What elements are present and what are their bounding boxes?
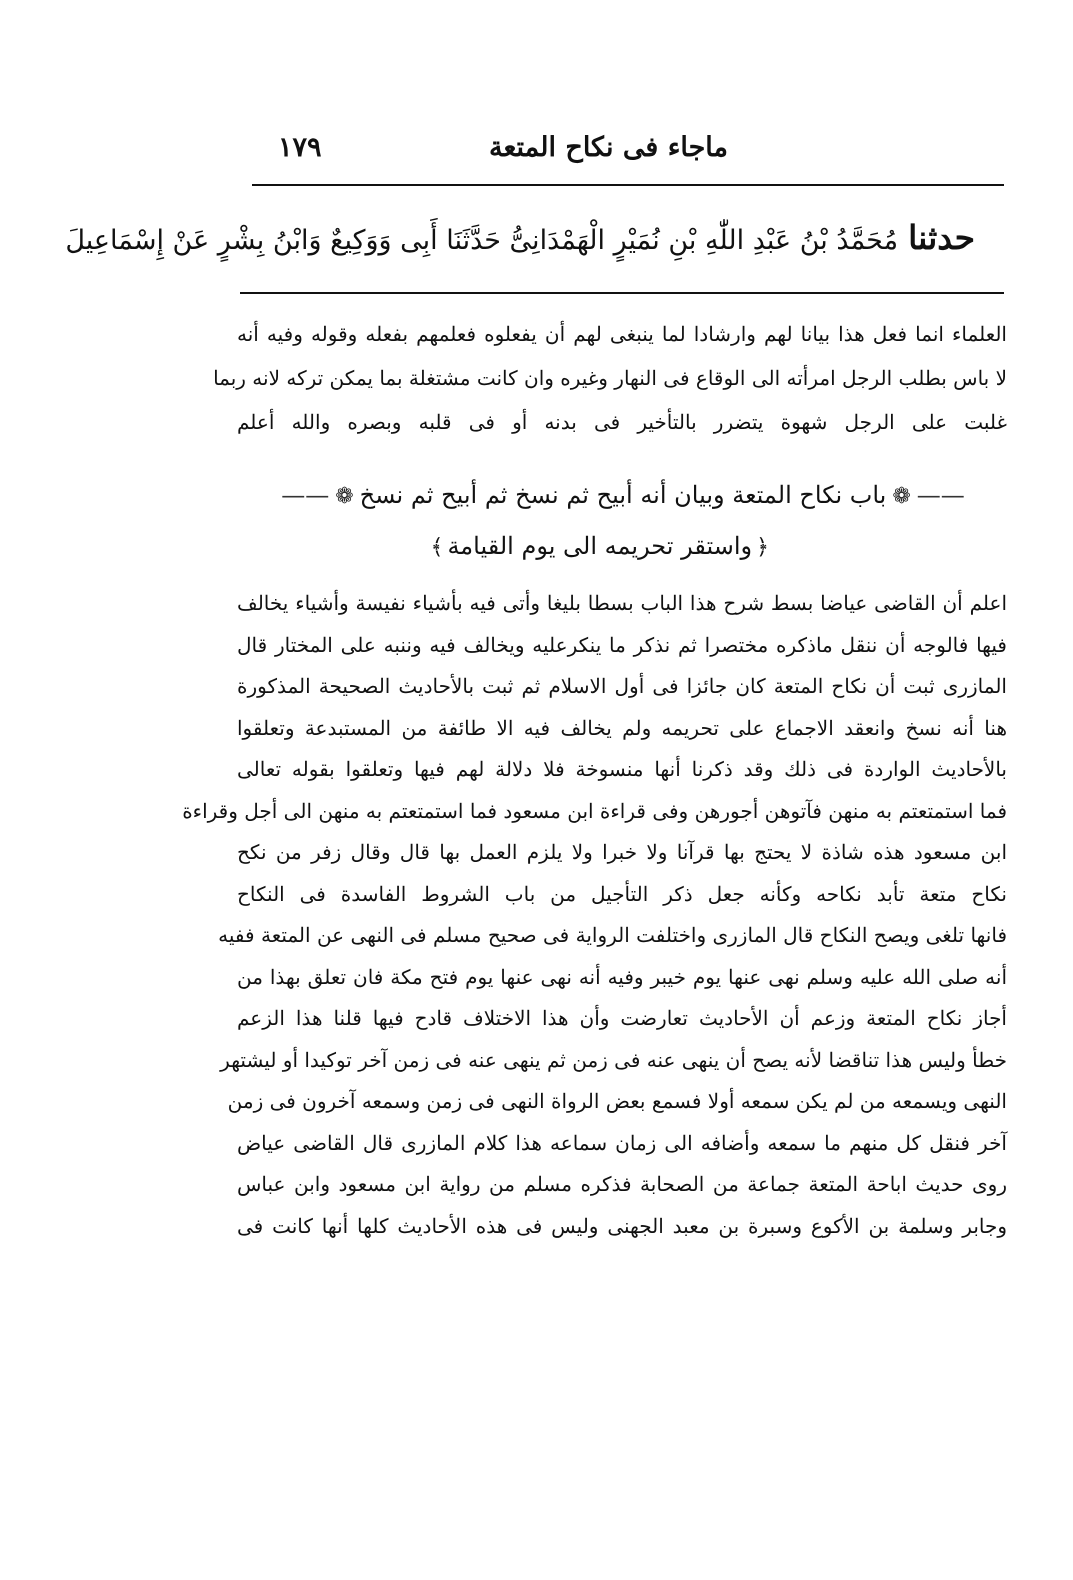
header-rule xyxy=(252,184,1004,186)
commentary-line: غلبت على الرجل شهوة يتضرر بالتأخير فى بدنه أو فى قلبه وبصره والله أعلم xyxy=(237,410,1008,434)
bracket-icon: ﴿ xyxy=(756,535,769,560)
floral-ornament-icon: ❁ xyxy=(892,484,911,509)
commentary-top xyxy=(213,312,1008,444)
hadith-text xyxy=(65,203,975,273)
commentary-line: روى حديث اباحة المتعة جماعة من الصحابة فذكره مسلم من رواية ابن مسعود وابن عباس xyxy=(237,1172,1007,1196)
chapter-heading xyxy=(233,470,1013,520)
dash-ornament: —— xyxy=(281,481,330,509)
chapter-subtitle: واستقر تحريمه الى يوم القيامة xyxy=(447,532,753,560)
dash-ornament: —— xyxy=(916,481,965,509)
bracket-icon: ﴾ xyxy=(430,535,444,560)
hadith-isnad: مُحَمَّدُ بْنُ عَبْدِ اللّٰهِ بْنِ نُمَيْرٍ الْهَمْدَانِىُّ حَدَّثَنَا أَبِى وَوَكِيعٌ وَابْنُ بِشْرٍ عَنْ إِسْمَاعِيلَ xyxy=(65,225,899,256)
page-header xyxy=(240,128,1003,176)
separator-rule xyxy=(240,292,1004,294)
floral-ornament-icon: ❁ xyxy=(335,484,354,509)
commentary-line: بالأحاديث الواردة فى ذلك وقد ذكرنا أنها منسوخة فلا دلالة لهم فيها وتعلقوا بقوله تعالى xyxy=(237,757,1007,781)
commentary-line: أجاز نكاح المتعة وزعم أن الأحاديث تعارضت وأن هذا الاختلاف قادح فيها قلنا هذا الزعم xyxy=(237,1006,1007,1030)
chapter-title: باب نكاح المتعة وبيان أنه أبيح ثم نسخ ثم أبيح ثم نسخ xyxy=(359,481,887,509)
commentary-line: العلماء انما فعل هذا بيانا لهم وارشادا لما ينبغى لهم أن يفعلوه فعلمهم بفعله وقوله وفيه أنه xyxy=(237,322,1007,346)
commentary-main xyxy=(182,583,1007,1247)
commentary-line: اعلم أن القاضى عياضا بسط شرح هذا الباب بسطا بليغا وأتى فيه بأشياء نفيسة وأشياء يخالف xyxy=(237,591,1007,615)
page-number: ١٧٩ xyxy=(278,132,322,163)
commentary-line: ابن مسعود هذه شاذة لا يحتج بها قرآنا ولا خبرا ولا يلزم العمل بها قال وقال زفر من نكح xyxy=(237,840,1007,864)
commentary-line: خطأ وليس هذا تناقضا لأنه يصح أن ينهى عنه فى زمن ثم ينهى عنه فى زمن آخر توكيدا أو ليشتهر xyxy=(220,1047,1007,1072)
commentary-line: آخر فنقل كل منهم ما سمعه وأضافه الى زمان سماعه هذا كلام المازرى قال القاضى عياض xyxy=(237,1130,1007,1155)
commentary-line: النهى ويسمعه من لم يكن سمعه أولا فسمع بعض الرواة النهى فى زمن وسمعه آخرون فى زمن xyxy=(227,1089,1007,1113)
commentary-line: نكاح متعة تأبد نكاحه وكأنه جعل ذكر التأجيل من باب الشروط الفاسدة فى النكاح xyxy=(237,881,1007,906)
commentary-line: وجابر وسلمة بن الأكوع وسبرة بن معبد الجهنى وليس فى هذه الأحاديث كلها أنها كانت فى xyxy=(237,1213,1007,1238)
commentary-line: فما استمتعتم به منهن فآتوهن أجورهن وفى قراءة ابن مسعود فما استمتعتم به منهن الى أجل وقراءة xyxy=(182,798,1007,823)
hadith-lead-word: حدثنا xyxy=(908,218,975,257)
running-title: ماجاء فى نكاح المتعة xyxy=(489,132,728,163)
commentary-line: المازرى ثبت أن نكاح المتعة كان جائزا فى أول الاسلام ثم ثبت بالأحاديث الصحيحة المذكورة xyxy=(237,674,1007,698)
commentary-line: لا باس بطلب الرجل امرأته الى الوقاع فى النهار وغيره وان كانت مشتغلة بما يمكن تركه لانه ربما xyxy=(213,366,1007,390)
commentary-line: فيها فالوجه أن ننقل ماذكره مختصرا ثم نذكر ما ينكرعليه ويخالف فيه وننبه على المختار قال xyxy=(237,632,1007,657)
commentary-line: فانها تلغى ويصح النكاح قال المازرى واختلفت الرواية فى صحيح مسلم فى النهى عن المتعة ففيه xyxy=(218,923,1007,947)
commentary-line: هنا أنه نسخ وانعقد الاجماع على تحريمه ولم يخالف فيه الا طائفة من المستبدعة وتعلقوا xyxy=(237,715,1007,740)
chapter-subheading xyxy=(430,524,773,568)
commentary-line: أنه صلى الله عليه وسلم نهى عنها يوم خيبر وفيه أنه نهى عنها يوم فتح مكة فان تعلق بهذا من xyxy=(237,964,1007,989)
